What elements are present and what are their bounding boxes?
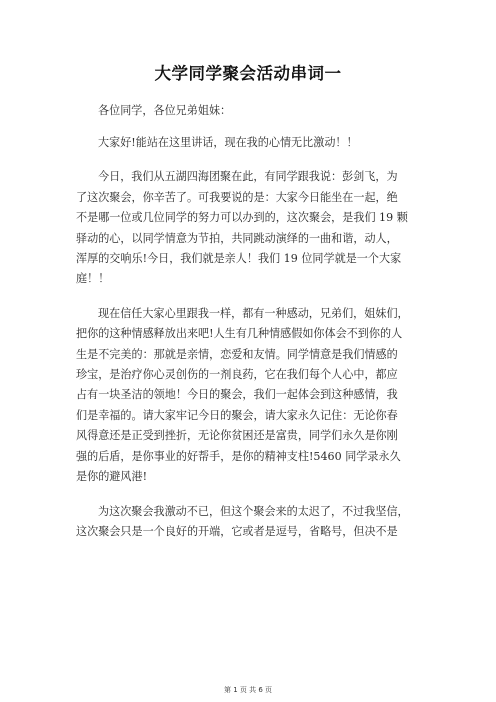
text-line: 不是哪一位或几位同学的努力可以办到的，这次聚会，是我们 19 颗 [76, 211, 408, 224]
text-line: 庭！！ [76, 272, 110, 285]
text-line: 珍宝，是治疗你心灵创伤的一剂良药，它在我们每个人心中，都应 [76, 368, 398, 381]
text-line: 了这次聚会，你辛苦了。可我要说的是：大家今日能坐在一起，绝 [76, 191, 398, 204]
text-line: 现在信任大家心里跟我一样，都有一种感动，兄弟们，姐妹们， [98, 307, 409, 320]
text-line: 是你的避风港! [76, 470, 148, 483]
text-line: 各位同学，各位兄弟姐妹： [98, 104, 232, 117]
text-line: 浑厚的交响乐!今日，我们就是亲人！我们 19 位同学就是一个大家 [76, 252, 402, 265]
text-line: 这次聚会只是一个良好的开端，它或者是逗号，省略号，但决不是 [76, 525, 398, 538]
text-line: 占有一块圣洁的领地！今日的聚会，我们一起体会到这种感情，我 [76, 388, 398, 401]
text-line: 为这次聚会我激动不已，但这个聚会来的太迟了，不过我坚信， [98, 505, 409, 518]
document-title: 大学同学聚会活动串词一 [154, 64, 342, 83]
text-line: 们是幸福的。请大家牢记今日的聚会，请大家永久记住：无论你春 [76, 409, 398, 422]
text-line: 强的后盾，是你事业的好帮手，是你的精神支柱!5460 同学录永久 [76, 450, 401, 463]
text-line: 今日，我们从五湖四海团聚在此，有同学跟我说：彭剑飞，为 [98, 170, 398, 183]
page-footer: 第 1 页 共 6 页 [223, 686, 273, 694]
text-line: 生是不完美的：那就是亲情，恋爱和友情。同学情意是我们情感的 [76, 348, 398, 361]
text-line: 把你的这种情感释放出来吧!人生有几种情感假如你体会不到你的人 [76, 327, 403, 340]
text-line: 风得意还是正受到挫折，无论你贫困还是富贵，同学们永久是你刚 [76, 429, 398, 442]
text-line: 大家好!能站在这里讲话，现在我的心情无比激动！！ [98, 136, 358, 149]
text-line: 驿动的心，以同学情意为节拍，共同跳动演绎的一曲和谐，动人， [76, 232, 398, 245]
